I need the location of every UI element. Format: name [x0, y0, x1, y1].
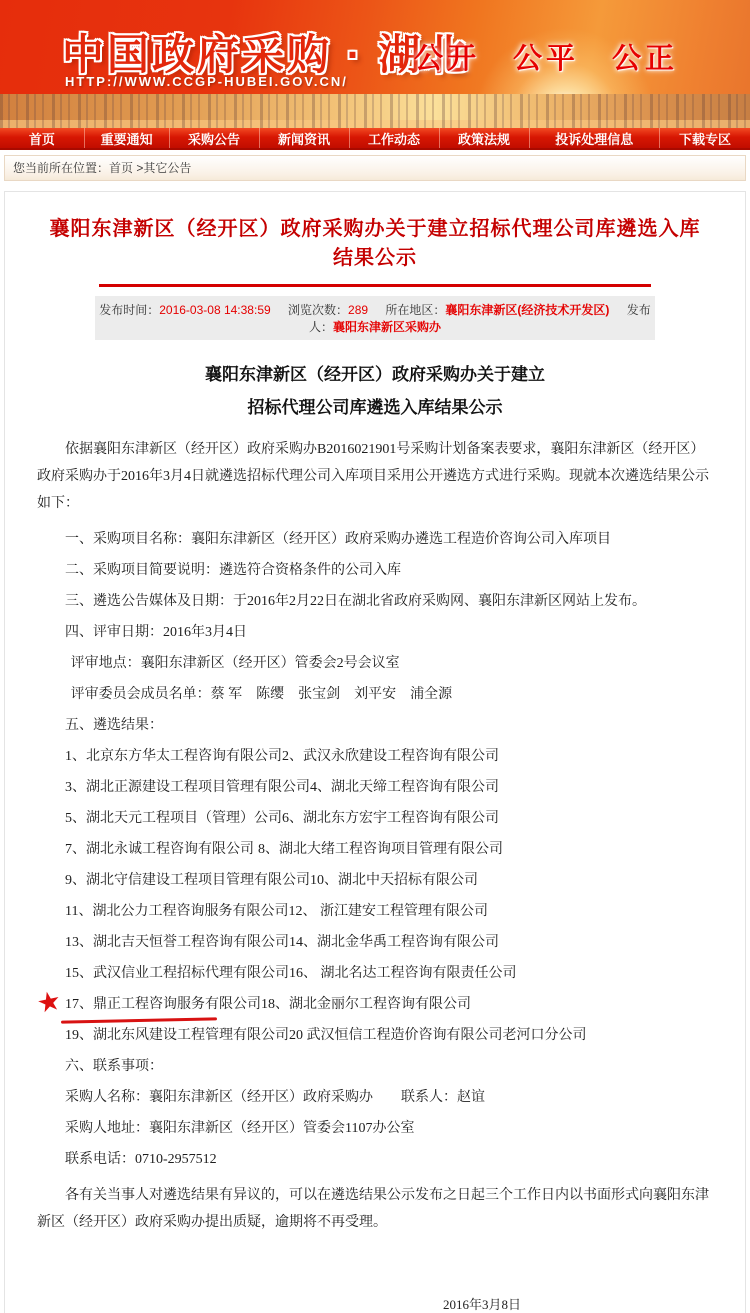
document-date: 2016年3月8日	[443, 1297, 522, 1312]
publisher-value: 襄阳东津新区采购办	[333, 320, 442, 334]
section-contact-heading: 六、联系事项：	[65, 1059, 163, 1074]
breadcrumb	[4, 155, 746, 181]
result-row-7-8	[65, 841, 713, 858]
publish-time-label: 发布时间：	[99, 303, 160, 317]
company-item-12: 12、 浙江建安工程管理有限公司	[288, 904, 488, 919]
company-item-8: 8、湖北大绪工程咨询项目管理有限公司	[258, 842, 503, 857]
document-title-line2: 招标代理公司库遴选入库结果公示	[247, 398, 503, 417]
breadcrumb-bar	[0, 150, 750, 181]
contact-phone: 联系电话：0710-2957512	[65, 1152, 217, 1167]
views-label: 浏览次数：	[288, 303, 349, 317]
company-item-3: 3、湖北正源建设工程项目管理有限公司	[65, 780, 310, 795]
article-panel	[4, 191, 746, 1313]
main-nav	[0, 128, 750, 150]
company-item-19: 19、湖北东风建设工程管理有限公司	[65, 1028, 289, 1043]
company-item-9: 9、湖北守信建设工程项目管理有限公司	[65, 873, 310, 888]
nav-item-work-updates[interactable]: 工作动态	[350, 128, 440, 148]
company-item-4: 4、湖北天缔工程咨询有限公司	[310, 780, 499, 795]
company-item-10: 10、湖北中天招标有限公司	[310, 873, 478, 888]
company-item-13: 13、湖北吉天恒誉工程咨询有限公司	[65, 935, 289, 950]
nav-item-important-notices[interactable]: 重要通知	[85, 128, 170, 148]
result-row-9-10	[65, 872, 713, 889]
views-value: 289	[348, 303, 369, 317]
site-title: 中国政府采购 · 湖北	[62, 31, 469, 78]
company-item-17-highlighted: 17、鼎正工程咨询服务有限公司	[65, 996, 261, 1013]
nav-item-news[interactable]: 新闻资讯	[260, 128, 350, 148]
result-row-11-12	[65, 903, 713, 920]
section-review-location: 评审地点：襄阳东津新区（经开区）管委会2号会议室	[70, 656, 400, 671]
site-url: HTTP://WWW.CCGP-HUBEI.GOV.CN/	[65, 74, 348, 89]
section-announcement-media: 三、遴选公告媒体及日期：于2016年2月22日在湖北省政府采购网、襄阳东津新区网站上发布。	[65, 594, 646, 609]
result-row-13-14	[65, 934, 713, 951]
breadcrumb-separator: >	[133, 161, 144, 175]
nav-item-policies[interactable]: 政策法规	[440, 128, 530, 148]
publisher-label: 发布人：	[308, 303, 651, 334]
publish-time-value: 2016-03-08 14:38:59	[159, 303, 271, 317]
nav-item-procurement-announcements[interactable]: 采购公告	[170, 128, 260, 148]
nav-item-complaint-info[interactable]: 投诉处理信息	[530, 128, 661, 148]
result-row-19-20	[65, 1027, 713, 1044]
results-list	[34, 748, 713, 1044]
closing-paragraph: 各有关当事人对遴选结果有异议的，可以在遴选结果公示发布之日起三个工作日内以书面形式向襄阳东津新区（经开区）政府采购办提出质疑，逾期将不再受理。	[37, 1188, 709, 1230]
section-project-summary: 二、采购项目简要说明：遴选符合资格条件的公司入库	[65, 563, 401, 578]
section-review-date: 四、评审日期：2016年3月4日	[65, 625, 247, 640]
company-item-15: 15、武汉信业工程招标代理有限公司	[65, 966, 289, 981]
city-skyline-image	[0, 94, 750, 128]
breadcrumb-home-link[interactable]: 首页	[109, 161, 134, 175]
contact-purchaser-name: 采购人名称：襄阳东津新区（经开区）政府采购办 联系人：赵谊	[65, 1090, 485, 1105]
region-label: 所在地区：	[385, 303, 446, 317]
section-review-committee: 评审委员会成员名单：蔡 军 陈缨 张宝剑 刘平安 浦全源	[70, 687, 453, 702]
breadcrumb-current-link[interactable]: 其它公告	[143, 161, 192, 175]
region-value: 襄阳东津新区(经济技术开发区)	[445, 303, 610, 317]
document-title-line1: 襄阳东津新区（经开区）政府采购办关于建立	[205, 365, 545, 384]
star-icon: ★	[34, 984, 64, 1020]
section-project-name: 一、采购项目名称：襄阳东津新区（经开区）政府采购办遴选工程造价咨询公司入库项目	[65, 532, 611, 547]
site-banner	[0, 0, 750, 128]
company-item-5: 5、湖北天元工程项目（管理）公司	[65, 811, 282, 826]
breadcrumb-prefix: 您当前所在位置：	[13, 161, 110, 175]
result-row-5-6	[65, 810, 713, 827]
result-row-17-18	[34, 984, 713, 1020]
company-item-20: 20 武汉恒信工程造价咨询有限公司老河口分公司	[289, 1028, 587, 1043]
result-row-15-16	[65, 965, 713, 982]
page-title: 襄阳东津新区（经开区）政府采购办关于建立招标代理公司库遴选入库结果公示	[49, 218, 701, 269]
article-body	[5, 358, 745, 1313]
title-divider	[99, 284, 651, 287]
site-slogan: 公开 公平 公正	[413, 43, 678, 75]
red-underline-annotation	[61, 1017, 217, 1023]
nav-item-downloads[interactable]: 下载专区	[678, 131, 731, 147]
company-item-6: 6、湖北东方宏宇工程咨询有限公司	[282, 811, 499, 826]
nav-item-home[interactable]: 首页	[0, 128, 85, 148]
company-item-1: 1、北京东方华太工程咨询有限公司	[65, 749, 282, 764]
company-item-2: 2、武汉永欣建设工程咨询有限公司	[282, 749, 499, 764]
company-item-18: 18、湖北金丽尔工程咨询有限公司	[261, 997, 471, 1012]
result-row-1-2	[65, 748, 713, 765]
section-results-heading: 五、遴选结果：	[65, 718, 163, 733]
article-meta-bar	[95, 296, 655, 340]
company-item-16: 16、 湖北名达工程咨询有限责任公司	[289, 966, 517, 981]
intro-paragraph: 依据襄阳东津新区（经开区）政府采购办B2016021901号采购计划备案表要求，襄阳东津新区（经开区）政府采购办于2016年3月4日就遴选招标代理公司入库项目采用公开遴选方式进行采购。现就本次遴选结果公示如下：	[37, 442, 709, 511]
contact-purchaser-address: 采购人地址：襄阳东津新区（经开区）管委会1107办公室	[65, 1121, 415, 1136]
company-item-7: 7、湖北永诚工程咨询有限公司	[65, 842, 254, 857]
company-item-11: 11、湖北公力工程咨询服务有限公司	[65, 904, 289, 919]
company-item-14: 14、湖北金华禹工程咨询有限公司	[289, 935, 499, 950]
result-row-3-4	[65, 779, 713, 796]
